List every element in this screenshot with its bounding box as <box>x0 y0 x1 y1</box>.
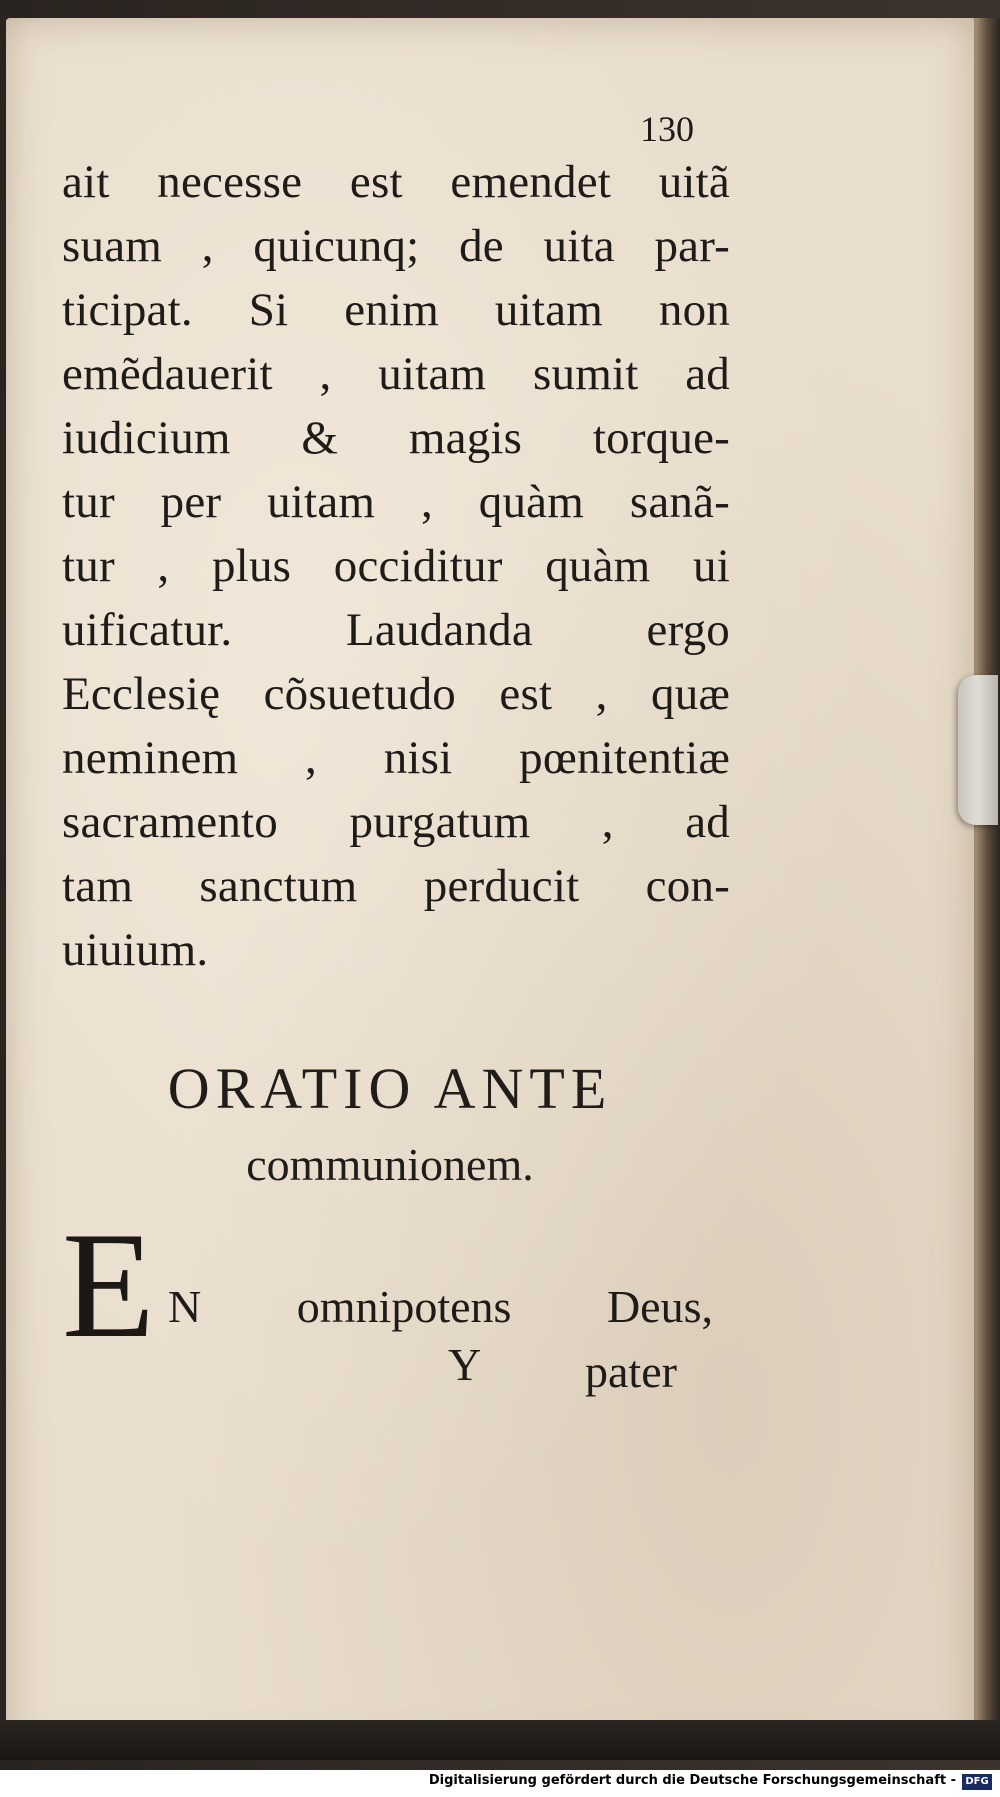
body-text <box>62 150 730 982</box>
section-heading: ORATIO ANTE <box>167 1056 613 1121</box>
drop-cap: E <box>62 1201 155 1369</box>
book-bottom-edge <box>0 1720 1000 1760</box>
text-line: emẽdauerit , uitam sumit ad <box>62 348 730 400</box>
digitization-footer <box>0 1770 1000 1797</box>
text-line: tur , plus occiditur quàm ui <box>62 540 730 592</box>
page-number: 130 <box>640 109 694 149</box>
bookmark-tab <box>958 675 998 825</box>
text-line: uiuium. <box>62 924 209 976</box>
section-subheading: communionem. <box>246 1139 534 1190</box>
text-line: tam sanctum perducit con- <box>62 860 730 912</box>
text-line: Ecclesię cõsuetudo est , quæ <box>62 668 730 720</box>
text-line: neminem , nisi pœnitentiæ <box>62 732 730 784</box>
text-line: suam , quicunq; de uita par- <box>62 220 730 272</box>
funding-credit: Digitalisierung gefördert durch die Deutsche Forschungsgemeinschaft - <box>428 1773 956 1788</box>
prayer-first-line: N omnipotens Deus, <box>168 1281 713 1332</box>
text-line: ticipat. Si enim uitam non <box>62 284 730 336</box>
text-line: tur per uitam , quàm sanã- <box>62 476 730 528</box>
text-line: iudicium & magis torque- <box>62 412 730 464</box>
catchword: pater <box>585 1346 677 1397</box>
text-line: uificatur. Laudanda ergo <box>62 604 730 656</box>
dfg-logo: DFG <box>962 1774 992 1790</box>
text-line: sacramento purgatum , ad <box>62 796 730 848</box>
signature-mark: Y <box>448 1339 482 1390</box>
text-line: ait necesse est emendet uitã <box>62 156 730 208</box>
